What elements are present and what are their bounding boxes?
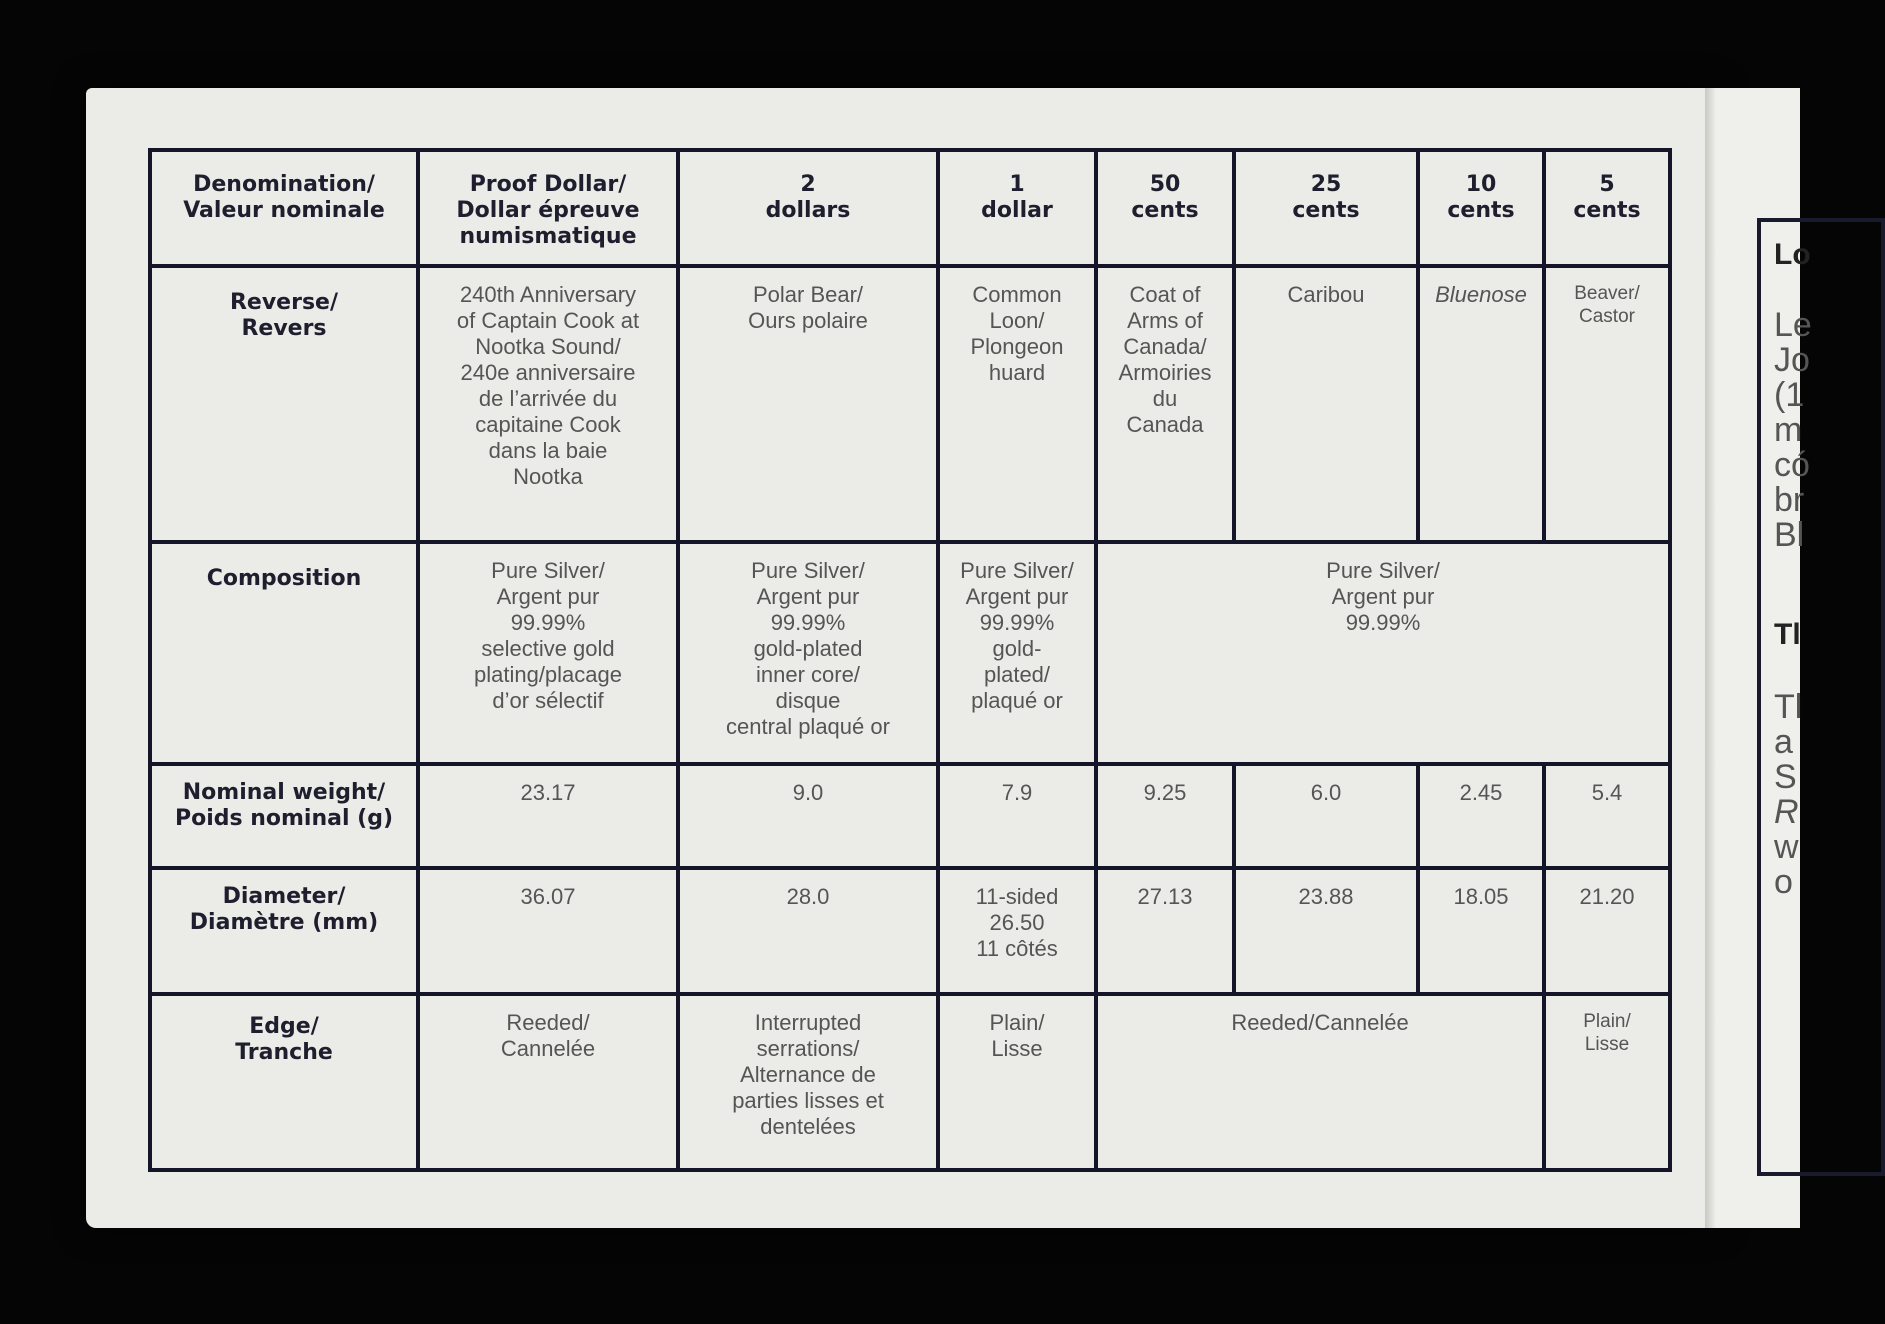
table-cell: 36.07 <box>418 868 678 994</box>
table-cell: Beaver/ Castor <box>1544 266 1670 542</box>
next-page-text: S <box>1774 758 1797 796</box>
composition-row <box>150 542 1670 764</box>
column-header: 1 dollar <box>938 150 1096 266</box>
table-cell: Pure Silver/ Argent pur 99.99% gold-plated inner core/ disque central plaqué or <box>678 542 938 764</box>
column-header: 2 dollars <box>678 150 938 266</box>
table-cell: Pure Silver/ Argent pur 99.99% gold- plated/ plaqué or <box>938 542 1096 764</box>
table-cell: Coat of Arms of Canada/ Armoiries du Canada <box>1096 266 1234 542</box>
coin-specifications-table <box>148 148 1672 1172</box>
table-cell: 2.45 <box>1418 764 1544 868</box>
table-cell: Reeded/ Cannelée <box>418 994 678 1170</box>
row-header: Reverse/ Revers <box>150 266 418 542</box>
table-cell: Bluenose <box>1418 266 1544 542</box>
next-page-text: w <box>1774 828 1799 866</box>
table-cell: 11-sided 26.50 11 côtés <box>938 868 1096 994</box>
table-cell: Caribou <box>1234 266 1418 542</box>
row-header: Diameter/ Diamètre (mm) <box>150 868 418 994</box>
next-page-text: có <box>1774 446 1810 484</box>
booklet-fold <box>1705 88 1717 1228</box>
row-header: Composition <box>150 542 418 764</box>
row-header: Edge/ Tranche <box>150 994 418 1170</box>
edge-row <box>150 994 1670 1170</box>
column-header: 5 cents <box>1544 150 1670 266</box>
table-cell: Pure Silver/ Argent pur 99.99% selective gold plating/placage d’or sélectif <box>418 542 678 764</box>
next-page-text: br <box>1774 481 1805 519</box>
next-page-text: Bl <box>1774 516 1805 554</box>
weight-row <box>150 764 1670 868</box>
table-cell: 21.20 <box>1544 868 1670 994</box>
reverse-row <box>150 266 1670 542</box>
denomination-header: Denomination/ Valeur nominale <box>150 150 418 266</box>
table-cell: Plain/ Lisse <box>1544 994 1670 1170</box>
table-cell: Polar Bear/ Ours polaire <box>678 266 938 542</box>
header-row <box>150 150 1670 266</box>
table-cell: 6.0 <box>1234 764 1418 868</box>
table-cell: 240th Anniversary of Captain Cook at Nootka Sound/ 240e anniversaire de l’arrivée du capitaine Cook dans la baie Nootka <box>418 266 678 542</box>
next-page-text: m <box>1774 411 1803 449</box>
next-page-text: o <box>1774 863 1793 901</box>
table-cell: 23.17 <box>418 764 678 868</box>
table-cell: 27.13 <box>1096 868 1234 994</box>
next-page-text: R <box>1774 793 1799 831</box>
next-page-text: (1 <box>1774 376 1805 414</box>
column-header: 50 cents <box>1096 150 1234 266</box>
row-header: Nominal weight/ Poids nominal (g) <box>150 764 418 868</box>
table-cell: Common Loon/ Plongeon huard <box>938 266 1096 542</box>
column-header: Proof Dollar/ Dollar épreuve numismatique <box>418 150 678 266</box>
table-cell: 9.0 <box>678 764 938 868</box>
table-cell: Plain/ Lisse <box>938 994 1096 1170</box>
table-cell: 23.88 <box>1234 868 1418 994</box>
table-cell: 7.9 <box>938 764 1096 868</box>
column-header: 25 cents <box>1234 150 1418 266</box>
table-cell: 9.25 <box>1096 764 1234 868</box>
next-page-text: a <box>1774 723 1793 761</box>
diameter-row <box>150 868 1670 994</box>
next-page-text: Tl <box>1774 688 1803 726</box>
table-cell: Reeded/Cannelée <box>1096 994 1544 1170</box>
table-cell: Interrupted serrations/ Alternance de parties lisses et dentelées <box>678 994 938 1170</box>
next-page-text: Le <box>1774 306 1812 344</box>
column-header: 10 cents <box>1418 150 1544 266</box>
table-cell: 18.05 <box>1418 868 1544 994</box>
next-page <box>1717 88 1812 1228</box>
next-page-heading: Lo <box>1774 238 1811 271</box>
table-cell: Pure Silver/ Argent pur 99.99% <box>1096 542 1670 764</box>
table-cell: 5.4 <box>1544 764 1670 868</box>
next-page-heading: Tl <box>1774 618 1801 651</box>
next-page-text: Jo <box>1774 341 1810 379</box>
table-cell: 28.0 <box>678 868 938 994</box>
